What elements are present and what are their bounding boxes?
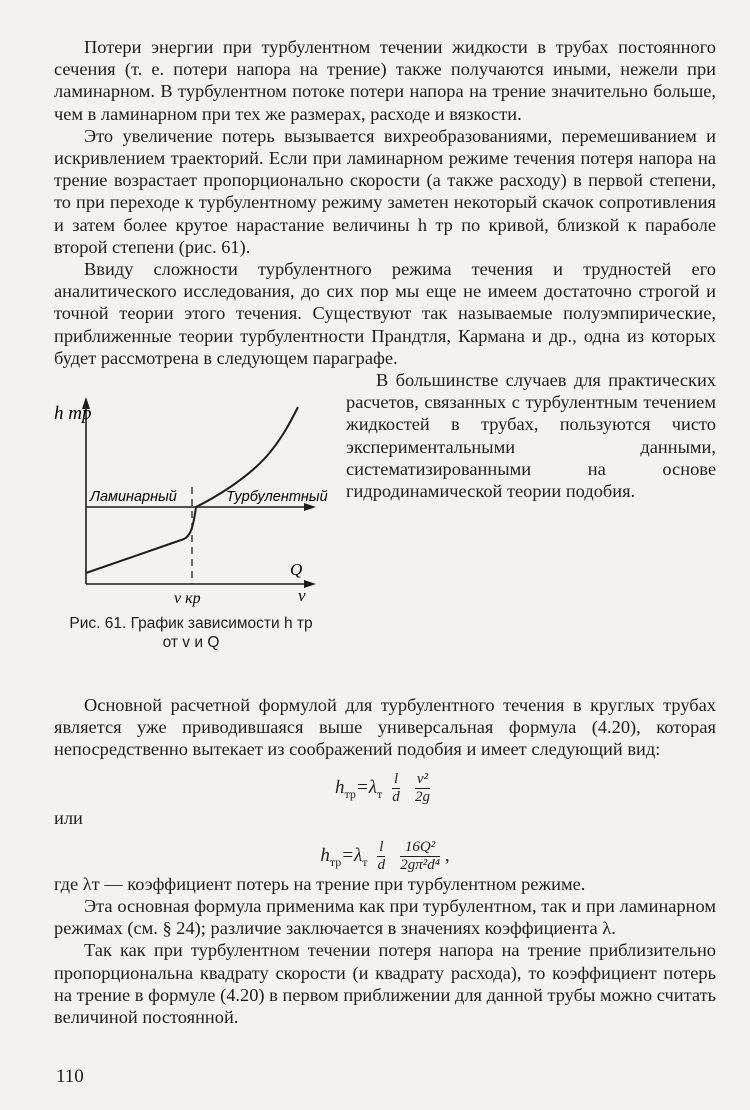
paragraph-8: Так как при турбулентном течении потеря напора на трение приблизительно пропорциональна квадрату скорости (и квадрату расхода), то коэффициент потерь на трение в формуле (4.20) в первом приближении для данной трубы можно считать величиной постоянной. <box>54 940 716 1028</box>
head-loss-graph <box>46 379 336 609</box>
formula-2-fraction-2 <box>400 839 440 874</box>
figure-61 <box>46 369 336 694</box>
paragraph-7: Эта основная формула применима как при турбулентном, так и при ламинарном режимах (см. § 24); различие заключается в значениях коэффициента λ. <box>54 896 716 939</box>
formula-1-f1-den: d <box>392 788 400 805</box>
formula-2-eq-sub: т <box>362 854 368 869</box>
formula-1-lhs: h <box>334 776 345 798</box>
formula-2 <box>54 829 716 873</box>
paragraph-3 <box>54 258 716 369</box>
label-turbulent: Турбулентный <box>226 489 328 506</box>
caption-line-1: Рис. 61. График зависимости h тр <box>69 615 313 633</box>
formula-1-f2-den: 2g <box>414 788 430 805</box>
formula-1-fraction-2 <box>415 771 430 806</box>
formula-2-tail: , <box>444 844 450 866</box>
x-axis-label-q: Q <box>290 560 303 580</box>
formula-1 <box>54 761 716 805</box>
turbulent-curve <box>184 407 298 539</box>
paragraph-3-text: Ввиду сложности турбулентного режима течения и трудностей его аналитического исследования, до сих пор мы еще не имеем достаточно строгой и точной теории этого течения. Существуют так называемые полуэмпирические, приближенные теории турбулентности Прандтля, Кармана и др., одна из которых будет рассмотрена в следующем параграфе. <box>54 259 716 368</box>
formula-2-f1-den: d <box>377 856 386 873</box>
formula-2-lhs: h <box>320 844 330 866</box>
formula-2-eq: =λ <box>341 844 363 866</box>
page-number: 110 <box>56 1066 84 1087</box>
paragraph-6: где λт — коэффициент потерь на трение при турбулентном режиме. <box>54 873 586 894</box>
formula-1-eq: =λ <box>355 776 377 798</box>
x-axis-label-v: v <box>298 586 306 606</box>
label-laminar: Ламинарный <box>90 489 177 506</box>
paragraph-1: Потери энергии при турбулентном течении жидкости в трубах постоянного сечения (т. е. потери напора на трение) также получаются иными, нежели при ламинарном. В турбулентном потоке потери напора на трение значительно больше, чем в ламинарном при тех же размерах, расходе и вязкости. <box>54 37 716 124</box>
figure-caption <box>46 614 336 652</box>
formula-2-expression <box>320 839 449 874</box>
paragraph-4: В большинстве случаев для практических расчетов, связанных с турбулентным течением жидкостей в трубах, пользуются чисто экспериментальными данными, систематизированными на основе гидродинамической теории подобия. <box>346 370 716 502</box>
critical-velocity-label: v кр <box>174 590 201 608</box>
formula-2-f1-num: l <box>379 838 384 855</box>
page-body <box>54 36 716 1028</box>
paragraph-2: Это увеличение потерь вызывается вихреобразованиями, перемешиванием и искривлением траекторий. Если при ламинарном режиме течения потеря напора на трение возрастает пропорционально скорости (а также расходу) в первой степени, то при переходе к турбулентному режиму заметен некоторый скачок сопротивления и затем более крутое нарастание величины h тр по кривой, близкой к параболе второй степени (рис. 61). <box>54 125 716 257</box>
caption-line-2: от v и Q <box>162 634 220 652</box>
word-or: или <box>54 807 83 828</box>
formula-2-lhs-sub: тр <box>329 854 342 869</box>
formula-2-f2-num: 16Q² <box>400 839 440 857</box>
formula-2-f2-den: 2gπ²d⁴ <box>400 856 440 873</box>
formula-1-f2-num: v² <box>416 770 429 787</box>
x-axis-arrow-icon <box>304 580 316 588</box>
y-axis-label: h тр <box>54 403 92 425</box>
paragraph-5: Основной расчетной формулой для турбулентного течения в круглых трубах является уже приводившаяся выше универсальная формула (4.20), которая непосредственно вытекает из соображений подобия и имеет следующий вид: <box>54 695 716 760</box>
formula-2-fraction-1 <box>377 839 385 874</box>
formula-1-f1-num: l <box>393 770 399 787</box>
laminar-curve <box>86 539 184 573</box>
formula-1-expression <box>335 771 435 806</box>
formula-1-fraction-1 <box>392 771 400 806</box>
formula-1-lhs-sub: тр <box>344 786 356 801</box>
formula-1-eq-sub: т <box>376 786 383 801</box>
